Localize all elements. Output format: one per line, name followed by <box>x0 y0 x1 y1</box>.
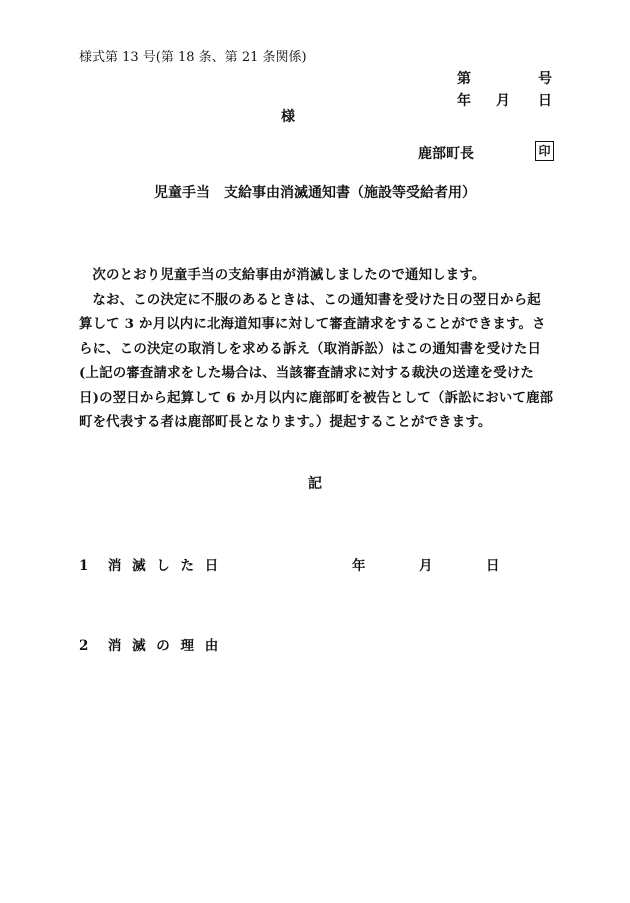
form-number: 様式第 13 号(第 18 条、第 21 条関係) <box>79 50 307 65</box>
item1-label: 1 消 滅 し た 日 <box>79 558 222 574</box>
document-title: 児童手当 支給事由消滅通知書（施設等受給者用） <box>154 185 476 201</box>
addressee-suffix: 様 <box>281 109 295 125</box>
item1-day: 日 <box>486 558 500 574</box>
issue-date-year: 年 <box>457 93 471 109</box>
body-paragraph-2: なお、この決定に不服のあるときは、この通知書を受けた日の翌日から起算して 3 か月以内に北海道知事に対して審査請求をすることができます。さらに、この決定の取消しを求める訴え（取消訴訟）はこの通知書を受けた日(上記の審査請求をした場合は、当該審査請求に対する裁決の送達を受けた日)の翌日から起算して 6 か月以内に鹿部町を被告として（訴訟において鹿部町を代表する者は鹿部町長となります。）提起することができます。 <box>79 291 554 430</box>
item2-label: 2 消 滅 の 理 由 <box>79 638 222 654</box>
notice-body <box>79 263 554 435</box>
body-paragraph-1: 次のとおり児童手当の支給事由が消滅しましたので通知します。 <box>92 267 486 283</box>
ki-heading: 記 <box>308 476 322 492</box>
issue-date-day: 日 <box>538 93 552 109</box>
sender-name: 鹿部町長 <box>418 146 474 162</box>
item1-year: 年 <box>352 558 366 574</box>
doc-number-suffix: 号 <box>538 71 552 87</box>
doc-number-prefix: 第 <box>457 71 471 87</box>
seal-stamp: 印 <box>535 141 554 161</box>
item1-month: 月 <box>419 558 433 574</box>
issue-date-month: 月 <box>496 93 510 109</box>
